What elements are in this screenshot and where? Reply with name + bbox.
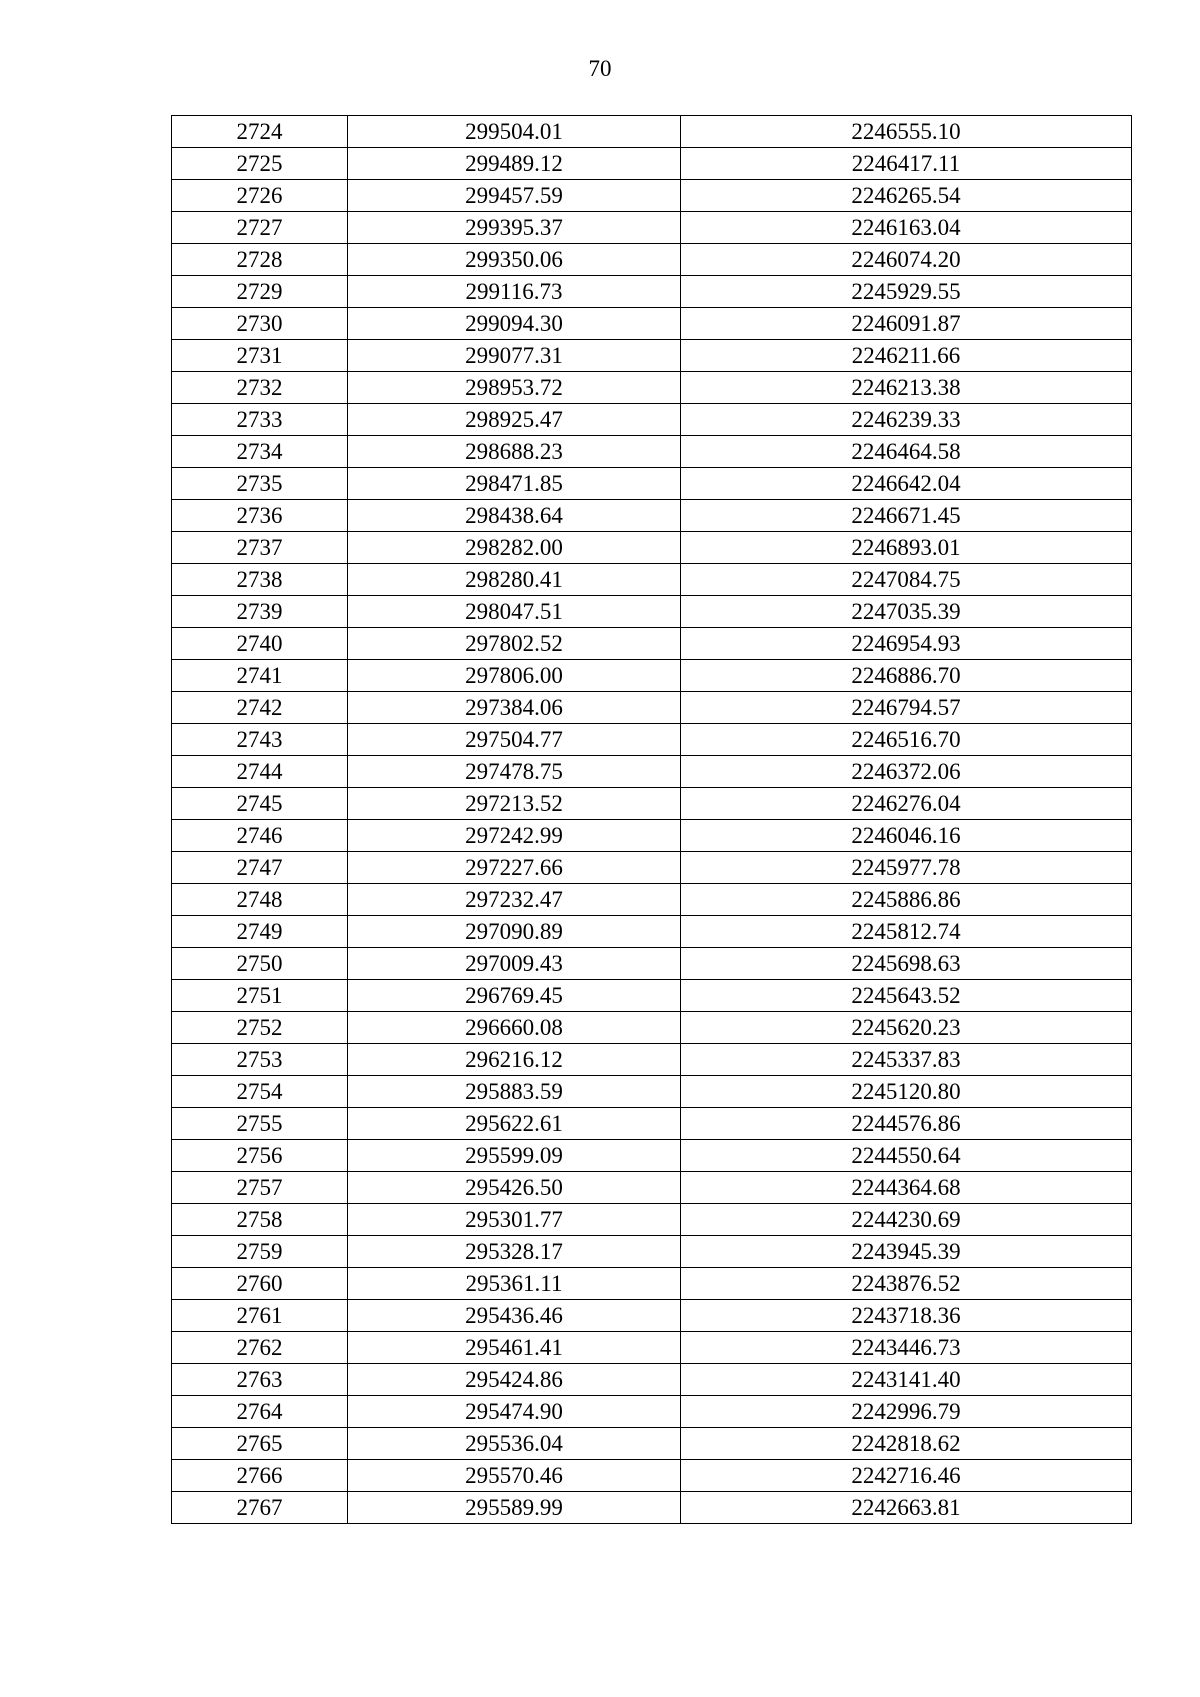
table-row (172, 884, 1132, 916)
x-coordinate-cell: 295474.90 (348, 1396, 681, 1428)
y-coordinate-cell: 2246893.01 (681, 532, 1132, 564)
point-number-cell: 2724 (172, 116, 348, 148)
y-coordinate-cell: 2243446.73 (681, 1332, 1132, 1364)
table-row (172, 788, 1132, 820)
y-coordinate-cell: 2246464.58 (681, 436, 1132, 468)
y-coordinate-cell: 2246091.87 (681, 308, 1132, 340)
coordinates-table-body (172, 116, 1132, 1524)
point-number-cell: 2731 (172, 340, 348, 372)
table-row (172, 724, 1132, 756)
x-coordinate-cell: 296216.12 (348, 1044, 681, 1076)
table-row (172, 1332, 1132, 1364)
x-coordinate-cell: 297009.43 (348, 948, 681, 980)
table-row (172, 1364, 1132, 1396)
x-coordinate-cell: 295328.17 (348, 1236, 681, 1268)
table-row (172, 436, 1132, 468)
x-coordinate-cell: 298047.51 (348, 596, 681, 628)
point-number-cell: 2747 (172, 852, 348, 884)
x-coordinate-cell: 299457.59 (348, 180, 681, 212)
table-row (172, 564, 1132, 596)
point-number-cell: 2766 (172, 1460, 348, 1492)
table-row (172, 1044, 1132, 1076)
y-coordinate-cell: 2246074.20 (681, 244, 1132, 276)
point-number-cell: 2762 (172, 1332, 348, 1364)
point-number-cell: 2767 (172, 1492, 348, 1524)
x-coordinate-cell: 298280.41 (348, 564, 681, 596)
x-coordinate-cell: 299350.06 (348, 244, 681, 276)
y-coordinate-cell: 2246211.66 (681, 340, 1132, 372)
table-row (172, 212, 1132, 244)
table-row (172, 1236, 1132, 1268)
x-coordinate-cell: 296769.45 (348, 980, 681, 1012)
x-coordinate-cell: 295301.77 (348, 1204, 681, 1236)
table-row (172, 308, 1132, 340)
point-number-cell: 2745 (172, 788, 348, 820)
y-coordinate-cell: 2246276.04 (681, 788, 1132, 820)
table-row (172, 1012, 1132, 1044)
x-coordinate-cell: 297227.66 (348, 852, 681, 884)
y-coordinate-cell: 2244364.68 (681, 1172, 1132, 1204)
x-coordinate-cell: 299489.12 (348, 148, 681, 180)
y-coordinate-cell: 2246046.16 (681, 820, 1132, 852)
point-number-cell: 2749 (172, 916, 348, 948)
table-row (172, 980, 1132, 1012)
x-coordinate-cell: 295536.04 (348, 1428, 681, 1460)
y-coordinate-cell: 2247084.75 (681, 564, 1132, 596)
x-coordinate-cell: 297232.47 (348, 884, 681, 916)
point-number-cell: 2761 (172, 1300, 348, 1332)
point-number-cell: 2725 (172, 148, 348, 180)
x-coordinate-cell: 295599.09 (348, 1140, 681, 1172)
point-number-cell: 2726 (172, 180, 348, 212)
table-row (172, 372, 1132, 404)
y-coordinate-cell: 2245886.86 (681, 884, 1132, 916)
y-coordinate-cell: 2243945.39 (681, 1236, 1132, 1268)
point-number-cell: 2757 (172, 1172, 348, 1204)
y-coordinate-cell: 2244576.86 (681, 1108, 1132, 1140)
point-number-cell: 2744 (172, 756, 348, 788)
point-number-cell: 2730 (172, 308, 348, 340)
x-coordinate-cell: 298925.47 (348, 404, 681, 436)
point-number-cell: 2727 (172, 212, 348, 244)
point-number-cell: 2751 (172, 980, 348, 1012)
point-number-cell: 2739 (172, 596, 348, 628)
table-row (172, 1428, 1132, 1460)
point-number-cell: 2750 (172, 948, 348, 980)
x-coordinate-cell: 299094.30 (348, 308, 681, 340)
table-row (172, 276, 1132, 308)
y-coordinate-cell: 2242663.81 (681, 1492, 1132, 1524)
x-coordinate-cell: 297242.99 (348, 820, 681, 852)
x-coordinate-cell: 298953.72 (348, 372, 681, 404)
table-row (172, 916, 1132, 948)
table-row (172, 628, 1132, 660)
coordinates-table (171, 115, 1132, 1524)
x-coordinate-cell: 295622.61 (348, 1108, 681, 1140)
x-coordinate-cell: 299116.73 (348, 276, 681, 308)
x-coordinate-cell: 297090.89 (348, 916, 681, 948)
y-coordinate-cell: 2246954.93 (681, 628, 1132, 660)
x-coordinate-cell: 297504.77 (348, 724, 681, 756)
x-coordinate-cell: 296660.08 (348, 1012, 681, 1044)
x-coordinate-cell: 297384.06 (348, 692, 681, 724)
table-row (172, 596, 1132, 628)
point-number-cell: 2734 (172, 436, 348, 468)
x-coordinate-cell: 298688.23 (348, 436, 681, 468)
x-coordinate-cell: 299504.01 (348, 116, 681, 148)
x-coordinate-cell: 299077.31 (348, 340, 681, 372)
y-coordinate-cell: 2245812.74 (681, 916, 1132, 948)
table-row (172, 948, 1132, 980)
table-row (172, 852, 1132, 884)
table-row (172, 820, 1132, 852)
x-coordinate-cell: 295361.11 (348, 1268, 681, 1300)
x-coordinate-cell: 298282.00 (348, 532, 681, 564)
x-coordinate-cell: 297478.75 (348, 756, 681, 788)
y-coordinate-cell: 2246372.06 (681, 756, 1132, 788)
y-coordinate-cell: 2246213.38 (681, 372, 1132, 404)
table-row (172, 116, 1132, 148)
y-coordinate-cell: 2242818.62 (681, 1428, 1132, 1460)
point-number-cell: 2748 (172, 884, 348, 916)
point-number-cell: 2764 (172, 1396, 348, 1428)
y-coordinate-cell: 2246163.04 (681, 212, 1132, 244)
y-coordinate-cell: 2244550.64 (681, 1140, 1132, 1172)
table-row (172, 244, 1132, 276)
table-row (172, 148, 1132, 180)
point-number-cell: 2728 (172, 244, 348, 276)
y-coordinate-cell: 2243876.52 (681, 1268, 1132, 1300)
table-row (172, 1268, 1132, 1300)
point-number-cell: 2755 (172, 1108, 348, 1140)
point-number-cell: 2765 (172, 1428, 348, 1460)
x-coordinate-cell: 297802.52 (348, 628, 681, 660)
x-coordinate-cell: 298438.64 (348, 500, 681, 532)
x-coordinate-cell: 295589.99 (348, 1492, 681, 1524)
table-row (172, 1076, 1132, 1108)
table-row (172, 1172, 1132, 1204)
page-number: 70 (588, 56, 612, 81)
table-row (172, 1204, 1132, 1236)
y-coordinate-cell: 2246671.45 (681, 500, 1132, 532)
point-number-cell: 2754 (172, 1076, 348, 1108)
point-number-cell: 2753 (172, 1044, 348, 1076)
table-row (172, 404, 1132, 436)
x-coordinate-cell: 295570.46 (348, 1460, 681, 1492)
point-number-cell: 2746 (172, 820, 348, 852)
point-number-cell: 2740 (172, 628, 348, 660)
point-number-cell: 2743 (172, 724, 348, 756)
y-coordinate-cell: 2246794.57 (681, 692, 1132, 724)
x-coordinate-cell: 297213.52 (348, 788, 681, 820)
table-row (172, 340, 1132, 372)
table-row (172, 500, 1132, 532)
y-coordinate-cell: 2246265.54 (681, 180, 1132, 212)
point-number-cell: 2756 (172, 1140, 348, 1172)
y-coordinate-cell: 2246642.04 (681, 468, 1132, 500)
y-coordinate-cell: 2246886.70 (681, 660, 1132, 692)
point-number-cell: 2763 (172, 1364, 348, 1396)
point-number-cell: 2732 (172, 372, 348, 404)
y-coordinate-cell: 2245120.80 (681, 1076, 1132, 1108)
y-coordinate-cell: 2246239.33 (681, 404, 1132, 436)
y-coordinate-cell: 2243718.36 (681, 1300, 1132, 1332)
table-row (172, 1492, 1132, 1524)
table-row (172, 1108, 1132, 1140)
point-number-cell: 2737 (172, 532, 348, 564)
x-coordinate-cell: 297806.00 (348, 660, 681, 692)
x-coordinate-cell: 298471.85 (348, 468, 681, 500)
x-coordinate-cell: 295436.46 (348, 1300, 681, 1332)
table-row (172, 756, 1132, 788)
point-number-cell: 2729 (172, 276, 348, 308)
point-number-cell: 2735 (172, 468, 348, 500)
table-row (172, 180, 1132, 212)
y-coordinate-cell: 2244230.69 (681, 1204, 1132, 1236)
x-coordinate-cell: 295426.50 (348, 1172, 681, 1204)
x-coordinate-cell: 295424.86 (348, 1364, 681, 1396)
table-row (172, 532, 1132, 564)
point-number-cell: 2752 (172, 1012, 348, 1044)
y-coordinate-cell: 2242996.79 (681, 1396, 1132, 1428)
y-coordinate-cell: 2245929.55 (681, 276, 1132, 308)
y-coordinate-cell: 2246516.70 (681, 724, 1132, 756)
y-coordinate-cell: 2243141.40 (681, 1364, 1132, 1396)
y-coordinate-cell: 2245698.63 (681, 948, 1132, 980)
y-coordinate-cell: 2245643.52 (681, 980, 1132, 1012)
y-coordinate-cell: 2245620.23 (681, 1012, 1132, 1044)
x-coordinate-cell: 295883.59 (348, 1076, 681, 1108)
point-number-cell: 2759 (172, 1236, 348, 1268)
x-coordinate-cell: 295461.41 (348, 1332, 681, 1364)
table-row (172, 1460, 1132, 1492)
point-number-cell: 2741 (172, 660, 348, 692)
table-row (172, 1300, 1132, 1332)
table-row (172, 692, 1132, 724)
point-number-cell: 2738 (172, 564, 348, 596)
y-coordinate-cell: 2245977.78 (681, 852, 1132, 884)
point-number-cell: 2760 (172, 1268, 348, 1300)
point-number-cell: 2733 (172, 404, 348, 436)
point-number-cell: 2736 (172, 500, 348, 532)
y-coordinate-cell: 2246555.10 (681, 116, 1132, 148)
table-row (172, 468, 1132, 500)
table-row (172, 660, 1132, 692)
y-coordinate-cell: 2246417.11 (681, 148, 1132, 180)
y-coordinate-cell: 2247035.39 (681, 596, 1132, 628)
point-number-cell: 2758 (172, 1204, 348, 1236)
point-number-cell: 2742 (172, 692, 348, 724)
y-coordinate-cell: 2245337.83 (681, 1044, 1132, 1076)
y-coordinate-cell: 2242716.46 (681, 1460, 1132, 1492)
table-row (172, 1396, 1132, 1428)
table-row (172, 1140, 1132, 1172)
x-coordinate-cell: 299395.37 (348, 212, 681, 244)
